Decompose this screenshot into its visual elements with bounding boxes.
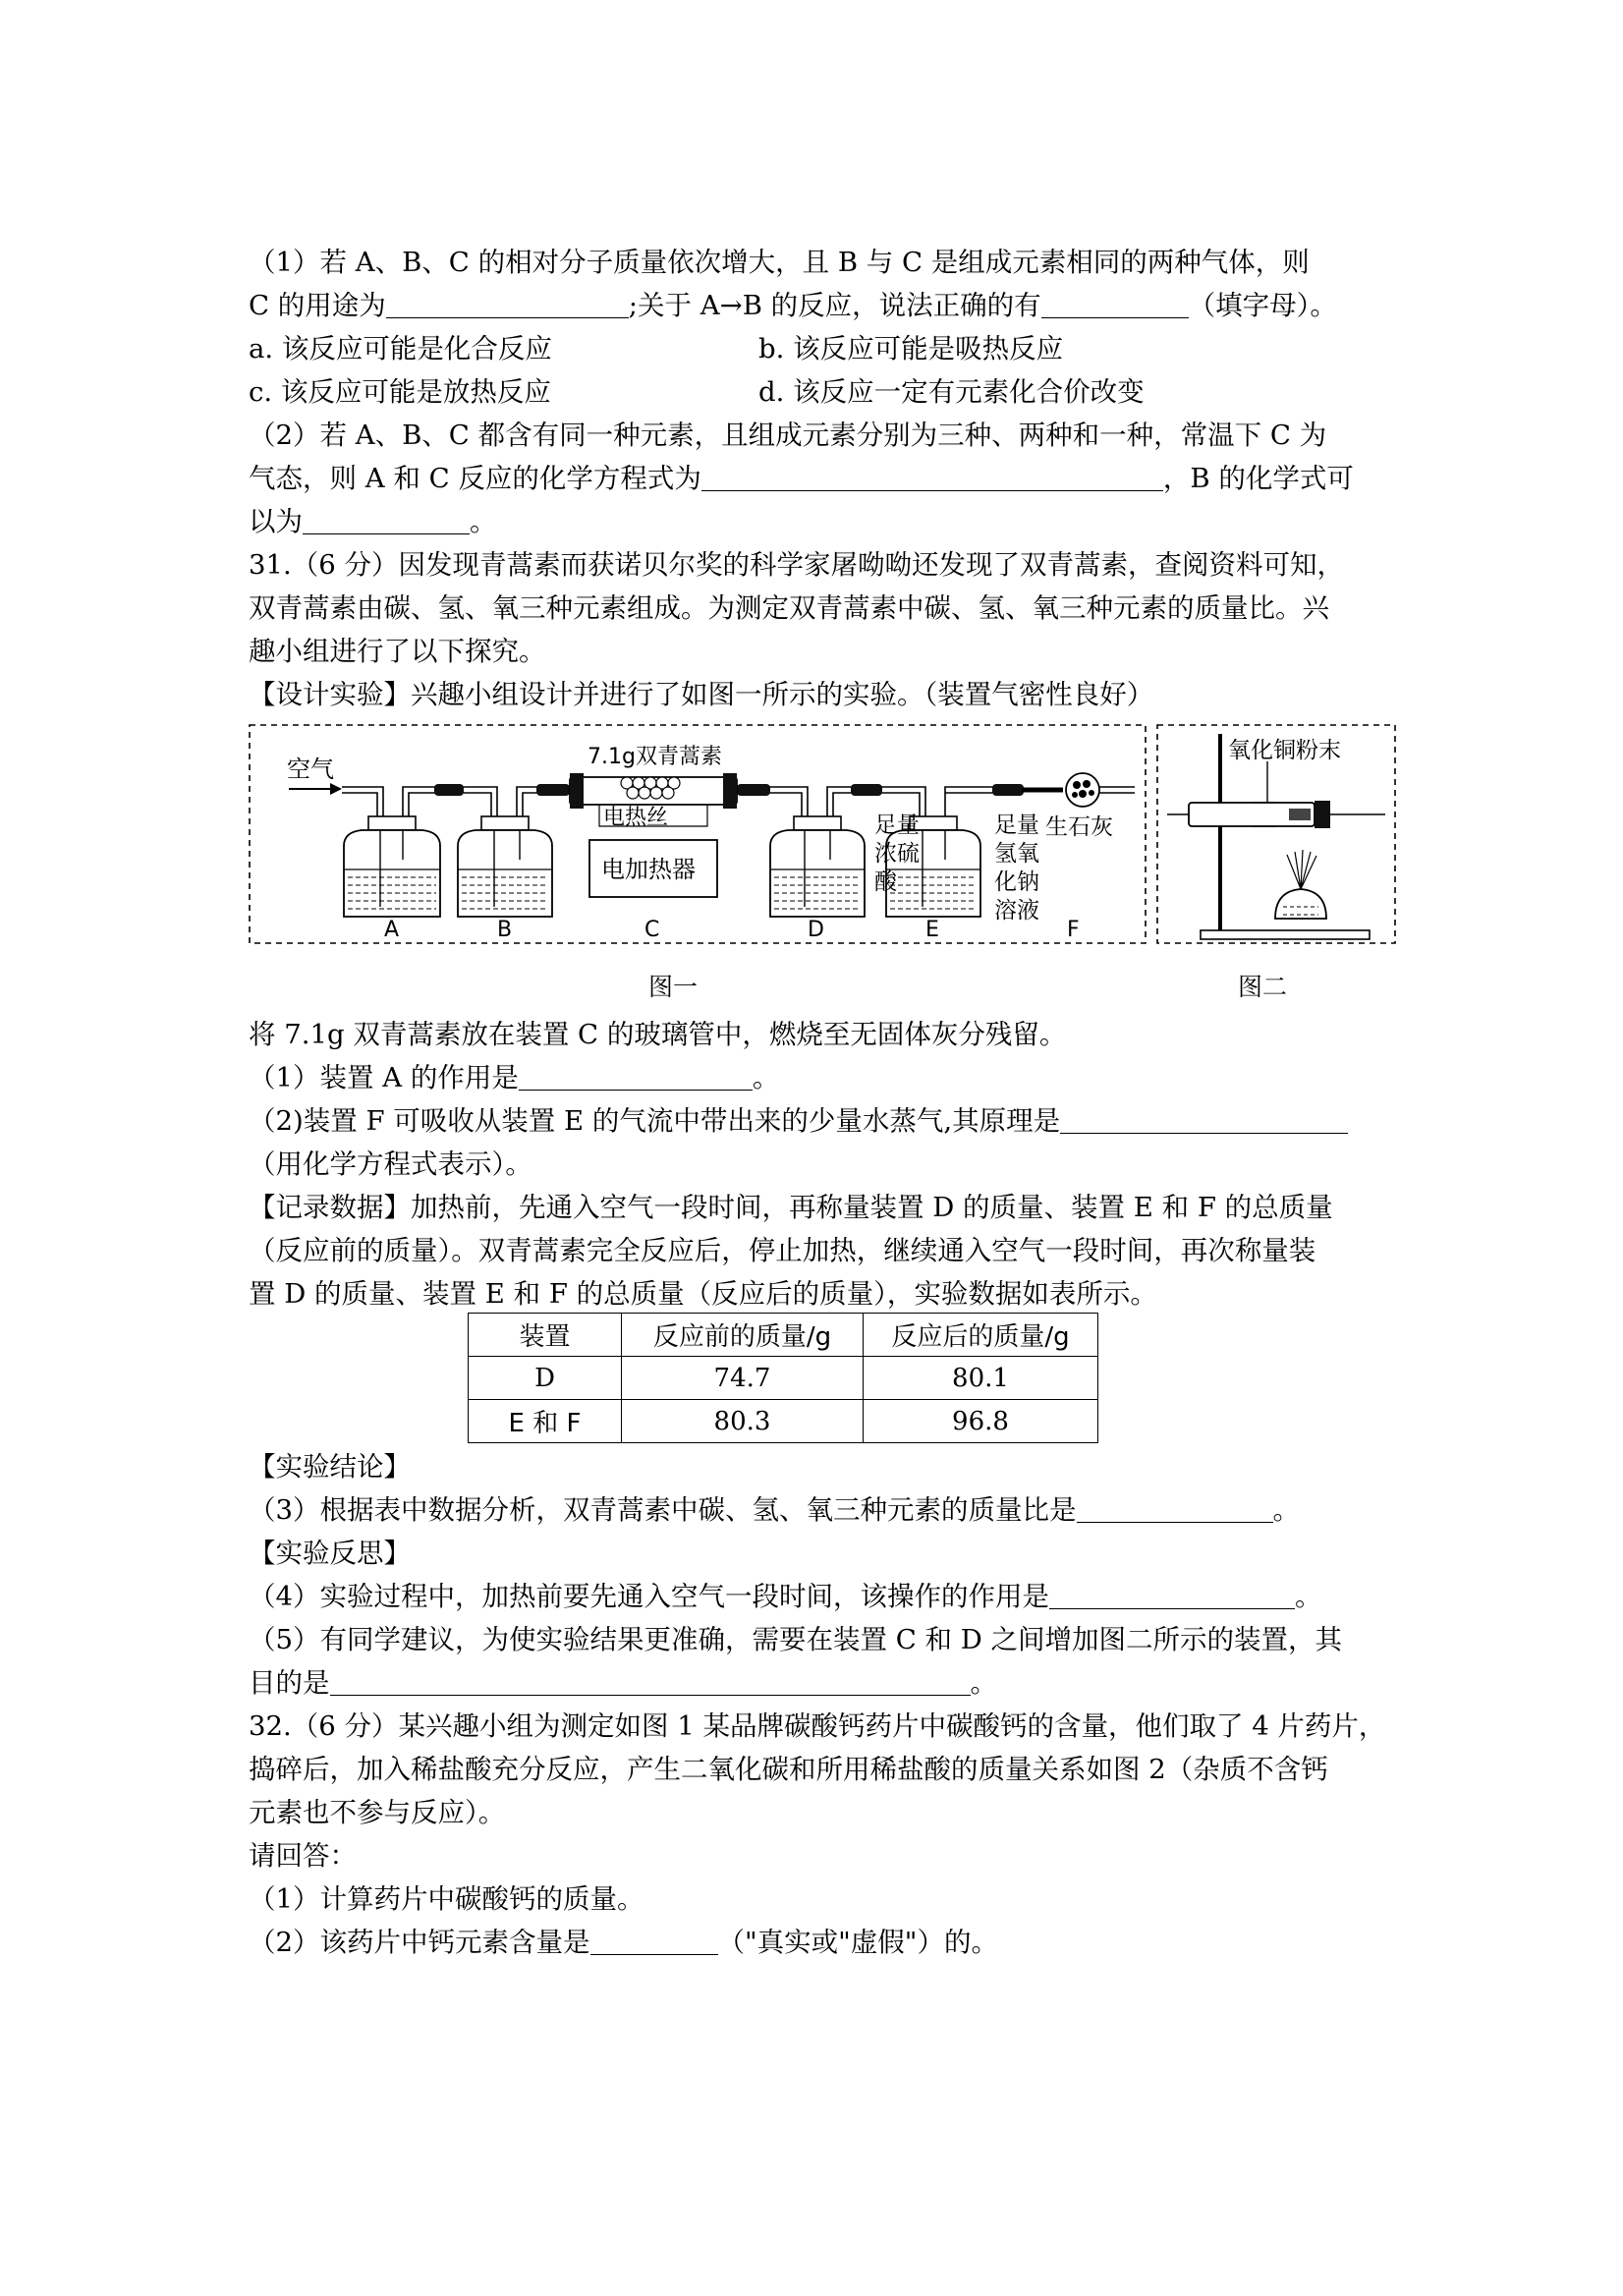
q31-conclusion-heading: 【实验结论】 [249,1451,411,1483]
air-label: 空气 [287,756,334,783]
answer-blank [386,288,629,318]
answer-blank [519,1060,753,1091]
option-b: b. 该反应可能是吸热反应 [758,333,1064,364]
table-header-row [469,1314,1098,1357]
q31-sub3-text: （3）根据表中数据分析，双青蒿素中碳、氢、氧三种元素的质量比是 [249,1494,1077,1526]
table-row [469,1357,1098,1400]
lime-label: 生石灰 [1045,814,1113,840]
q30-part2-text-d: 。 [470,506,497,537]
q31-intro-line1: 31.（6 分）因发现青蒿素而获诺贝尔奖的科学家屠呦呦还发现了双青蒿素，查阅资料可知， [249,549,1344,581]
q30-part1-text-a: C 的用途为 [249,290,386,321]
data-table [468,1313,1098,1443]
cuo-label: 氧化铜粉末 [1228,738,1341,763]
option-a: a. 该反应可能是化合反应 [249,333,552,364]
q31-sub3-end: 。 [1272,1494,1300,1526]
q31-sub1 [249,1056,1388,1099]
wire-label: 电热丝 [603,806,669,830]
figure1-caption: 图一 [648,973,699,1001]
q32-line2: 捣碎后，加入稀盐酸充分反应，产生二氧化碳和所用稀盐酸的质量关系如图 2（杂质不含钙 [249,1754,1328,1785]
answer-blank [1049,1579,1295,1609]
naoh-label: 足量 [994,812,1039,838]
q32-sub2-end: （"真实或"虚假"）的。 [717,1927,998,1958]
q31-intro-line2: 双青蒿素由碳、氢、氧三种元素组成。为测定双青蒿素中碳、氢、氧三种元素的质量比。兴 [249,592,1329,624]
figure2-caption: 图二 [1238,973,1288,1001]
answer-blank [701,461,1163,491]
q30-part2-line1: （2）若 A、B、C 都含有同一种元素，且组成元素分别为三种、两种和一种，常温下 C 为 [249,420,1327,451]
q30-part1-text-b: ;关于 A→B 的反应，说法正确的有 [628,290,1041,321]
naoh-label: 溶液 [994,898,1039,924]
acid-label: 酸 [874,869,897,895]
heater-label: 电加热器 [601,856,696,883]
rubber-connector [851,784,882,796]
table-cell: 74.7 [622,1357,864,1400]
answer-blank [1060,1103,1348,1134]
q31-sub2 [249,1099,1388,1143]
label-a: A [384,918,400,942]
table-row [469,1400,1098,1443]
table-header: 装置 [469,1314,622,1357]
q31-sub4-end: 。 [1295,1581,1322,1612]
q30-part1-line1: （1）若 A、B、C 的相对分子质量依次增大，且 B 与 C 是组成元素相同的两种气体，则 [249,247,1310,278]
q30-part2-line3 [249,500,1388,543]
q31-sub1-end: 。 [752,1062,780,1093]
rubber-connector [737,784,770,796]
tube [342,787,383,820]
table-cell: 80.3 [622,1400,864,1443]
q32-sub1: （1）计算药片中碳酸钙的质量。 [249,1883,644,1915]
rubber-connector [536,784,570,796]
bottle-a [344,816,440,917]
q31-place-sample: 将 7.1g 双青蒿素放在装置 C 的玻璃管中，燃烧至无固体灰分残留。 [249,1019,1067,1050]
q31-sub4-text: （4）实验过程中，加热前要先通入空气一段时间，该操作的作用是 [249,1581,1049,1612]
answer-blank [590,1925,718,1955]
label-b: B [497,918,513,942]
q31-sub5-text: 目的是 [249,1667,330,1699]
acid-label: 足量 [874,812,920,838]
table-cell: 96.8 [864,1400,1098,1443]
acid-label: 浓硫 [874,841,920,867]
q31-sub3 [249,1488,1388,1532]
q30-part1-line2 [249,284,1388,327]
q30-part2-text-c: 以为 [249,506,303,537]
rubber-connector [434,784,464,796]
naoh-label: 氢氧 [994,841,1039,867]
q32-ask: 请回答： [249,1840,357,1872]
bottle-b [458,816,552,917]
q31-reflection-heading: 【实验反思】 [249,1538,411,1569]
table-cell: D [469,1357,622,1400]
q31-design: 【设计实验】兴趣小组设计并进行了如图一所示的实验。（装置气密性良好） [249,679,1154,710]
q31-record-line3: 置 D 的质量、装置 E 和 F 的总质量（反应后的质量），实验数据如表所示。 [249,1278,1157,1310]
q31-sub5-end: 。 [970,1667,997,1699]
air-arrow-head [330,783,342,795]
naoh-label: 化钠 [994,869,1039,895]
label-f: F [1067,918,1080,942]
q31-sub2-line2: （用化学方程式表示）。 [249,1148,532,1180]
sample-label: 7.1g双青蒿素 [588,745,722,769]
q31-sub5-line2 [249,1661,1388,1705]
q30-part1-text-c: （填字母）。 [1188,290,1337,321]
q31-record-line1: 【记录数据】加热前，先通入空气一段时间，再称量装置 D 的质量、装置 E 和 F 的总质量 [249,1192,1333,1223]
table-header: 反应后的质量/g [864,1314,1098,1357]
q30-part2-line2 [249,457,1388,500]
q31-sub1-text: （1）装置 A 的作用是 [249,1062,519,1093]
q30-part2-text-b: ，B 的化学式可 [1162,463,1354,494]
q30-part2-text-a: 气态，则 A 和 C 反应的化学方程式为 [249,463,701,494]
q32-sub2 [249,1921,1388,1964]
q32-line3: 元素也不参与反应）。 [249,1797,506,1828]
q31-intro-line3: 趣小组进行了以下探究。 [249,636,546,667]
q31-record-line2: （反应前的质量）。双青蒿素完全反应后，停止加热，继续通入空气一段时间，再次称量装 [249,1235,1316,1266]
q31-sub2-text: （2)装置 F 可吸收从装置 E 的气流中带出来的少量水蒸气,其原理是 [249,1105,1061,1137]
bottle-d [770,816,865,917]
drying-tube-f [1022,773,1135,807]
label-d: D [808,918,824,942]
label-e: E [925,918,939,942]
answer-blank [1041,288,1189,318]
answer-blank [1077,1492,1273,1523]
table-cell: 80.1 [864,1357,1098,1400]
apparatus-figure [246,722,1400,953]
q32-line1: 32.（6 分）某兴趣小组为测定如图 1 某品牌碳酸钙药片中碳酸钙的含量，他们取了 4 片药片， [249,1710,1386,1742]
q32-sub2-text: （2）该药片中钙元素含量是 [249,1927,590,1958]
q31-sub5-line1: （5）有同学建议，为使实验结果更准确，需要在装置 C 和 D 之间增加图二所示的装置，其 [249,1624,1343,1655]
table-cell: E 和 F [469,1400,622,1443]
table-header: 反应前的质量/g [622,1314,864,1357]
label-c: C [644,918,660,942]
option-d: d. 该反应一定有元素化合价改变 [758,376,1145,408]
answer-blank [330,1665,971,1696]
rubber-connector [992,784,1024,796]
q31-sub4 [249,1575,1388,1618]
answer-blank [303,504,470,534]
option-c: c. 该反应可能是放热反应 [249,376,551,408]
figure2-apparatus [1167,734,1385,939]
